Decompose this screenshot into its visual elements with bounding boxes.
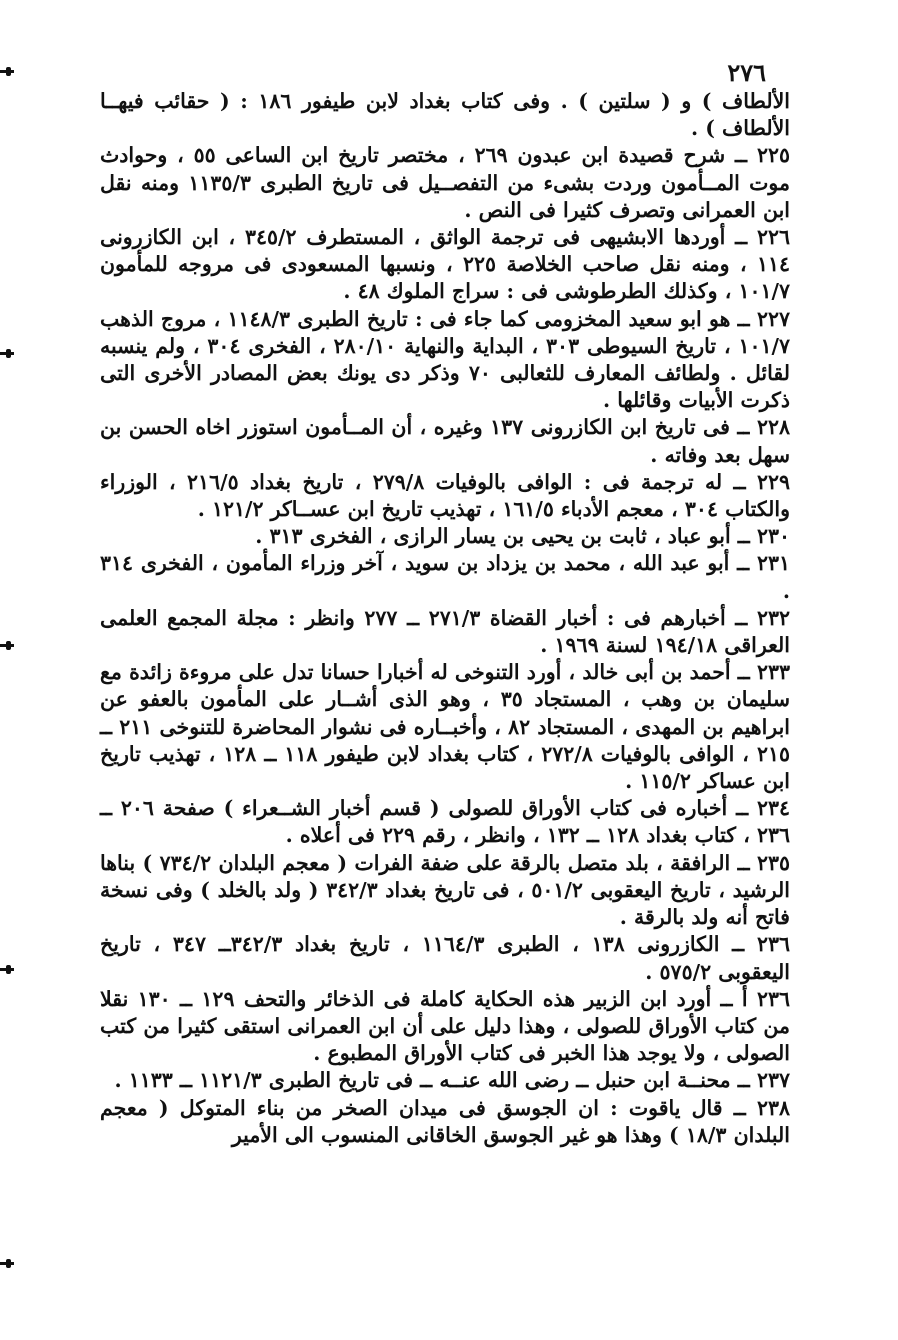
note-paragraph: الألطاف ) و ( سلتين ) . وفى كتاب بغداد لابن طيفور ١٨٦ : ( حقائب فيهــا الألطاف ) . bbox=[100, 89, 790, 141]
note-paragraph: ٢٣٢ ــ أخبارهم فى : أخبار القضاة ٢٧١/٣ ــ ٢٧٧ وانظر : مجلة المجمع العلمى العراقى ١٩٤/١٨ لسنة ١٩٦٩ . bbox=[100, 605, 790, 658]
margin-mark bbox=[0, 70, 14, 73]
margin-mark bbox=[0, 644, 14, 647]
note-paragraph: ٢٣١ ــ أبو عبد الله ، محمد بن يزداد بن سويد ، آخر وزراء المأمون ، الفخرى ٣١٤ . bbox=[100, 551, 790, 603]
note-paragraph: ٢٣٠ ــ أبو عباد ، ثابت بن يحيى بن يسار الرازى ، الفخرى ٣١٣ . bbox=[255, 524, 790, 549]
note-paragraph: ٢٣٦ ــ الكازرونى ١٣٨ ، الطبرى ١١٦٤/٣ ، تاريخ بغداد ٣٤٢/٣ــ ٣٤٧ ، تاريخ اليعقوبى ٥٧٥/٢ . bbox=[100, 932, 790, 984]
note-paragraph: ٢٣٤ ــ أخباره فى كتاب الأوراق للصولى ( قسم أخبار الشــعراء ) صفحة ٢٠٦ ــ ٢٣٦ ، كتاب بغداد ١٢٨ ــ ١٣٢ ، وانظر ، رقم ٢٢٩ فى أعلاه . bbox=[100, 796, 790, 848]
note-paragraph: ٢٣٨ ــ قال ياقوت : ان الجوسق فى ميدان الصخر من بناء المتوكل ( معجم البلدان ١٨/٣ ) وهذا هو غير الجوسق الخاقانى المنسوب الى الأمير bbox=[100, 1095, 790, 1147]
note-paragraph: ٢٢٥ ــ شرح قصيدة ابن عبدون ٢٦٩ ، مختصر تاريخ ابن الساعى ٥٥ ، وحوادث موت المــأمون وردت بشىء من التفصــيل فى تاريخ الطبرى ١١٣٥/٣ ومنه نقل ابن العمرانى وتصرف كثيرا فى النص . bbox=[100, 143, 790, 222]
notes-text bbox=[100, 88, 790, 1149]
note-paragraph: ٢٣٥ ــ الرافقة ، بلد متصل بالرقة على ضفة الفرات ( معجم البلدان ٧٣٤/٢ ) بناها الرشيد ، تاريخ اليعقوبى ٥٠١/٢ ، فى تاريخ بغداد ٣٤٢/٣ ( ولد بالخلد ) وفى نسخة فاتح أنه ولد بالرقة . bbox=[100, 850, 791, 930]
note-paragraph: ٢٢٩ ــ له ترجمة فى : الوافى بالوفيات ٢٧٩/٨ ، تاريخ بغداد ٢١٦/٥ ، الوزراء والكتاب ٣٠٤ ، معجم الأدباء ١٦١/٥ ، تهذيب تاريخ ابن عســاكر ١٢١/٢ . bbox=[100, 469, 790, 522]
note-paragraph: ٢٢٧ ــ هو ابو سعيد المخزومى كما جاء فى : تاريخ الطبرى ١١٤٨/٣ ، مروج الذهب ١٠١/٧ ، تاريخ السيوطى ٣٠٣ ، البداية والنهاية ٢٨٠/١٠ ، الفخرى ٣٠٤ ، ولم ينسبه لقائل . ولطائف المعارف للثعالبى ٧٠ وذكر دى يونك بعض المصادر الأخرى التى ذكرت الأبيات وقائلها . bbox=[100, 306, 790, 413]
note-paragraph: ٢٢٦ ــ أوردها الابشيهى فى ترجمة الواثق ، المستطرف ٣٤٥/٢ ، ابن الكازرونى ١١٤ ، ومنه نقل صاحب الخلاصة ٢٢٥ ، ونسبها المسعودى فى مروجه للمأمون ١٠١/٧ ، وكذلك الطرطوشى فى : سراج الملوك ٤٨ . bbox=[100, 225, 790, 304]
page-number: ٢٧٦ bbox=[727, 58, 766, 87]
note-paragraph: ٢٣٣ ــ أحمد بن أبى خالد ، أورد التنوخى له أخبارا حسانا تدل على مروءة زائدة مع سليمان بن وهب ، المستجاد ٣٥ ، وهو الذى أشــار على المأمون بالعفو عن ابراهيم بن المهدى ، المستجاد ٨٢ ، وأخبــاره فى نشوار المحاضرة للتنوخى ٢١١ ــ ٢١٥ ، الوافى بالوفيات ٢٧٢/٨ ، كتاب بغداد لابن طيفور ١١٨ ــ ١٢٨ ، تهذيب تاريخ ابن عساكر ١١٥/٢ . bbox=[100, 660, 790, 794]
margin-mark bbox=[0, 352, 14, 355]
margin-mark bbox=[0, 1262, 14, 1265]
note-paragraph: ٢٣٧ ــ محنــة ابن حنبل ــ رضى الله عنــه ــ فى تاريخ الطبرى ١١٢١/٣ ــ ١١٣٣ . bbox=[114, 1068, 790, 1093]
note-paragraph: ٢٢٨ ــ فى تاريخ ابن الكازرونى ١٣٧ وغيره ، أن المــأمون استوزر اخاه الحسن بن سهل بعد وفاته . bbox=[100, 415, 790, 467]
note-paragraph: ٢٣٦ أ ــ أورد ابن الزبير هذه الحكاية كاملة فى الذخائر والتحف ١٢٩ ــ ١٣٠ نقلا من كتاب الأوراق للصولى ، وهذا دليل على أن ابن العمرانى استقى كثيرا من كتب الصولى ، ولا يوجد هذا الخبر فى كتاب الأوراق المطبوع . bbox=[100, 986, 790, 1066]
margin-mark bbox=[0, 968, 14, 971]
